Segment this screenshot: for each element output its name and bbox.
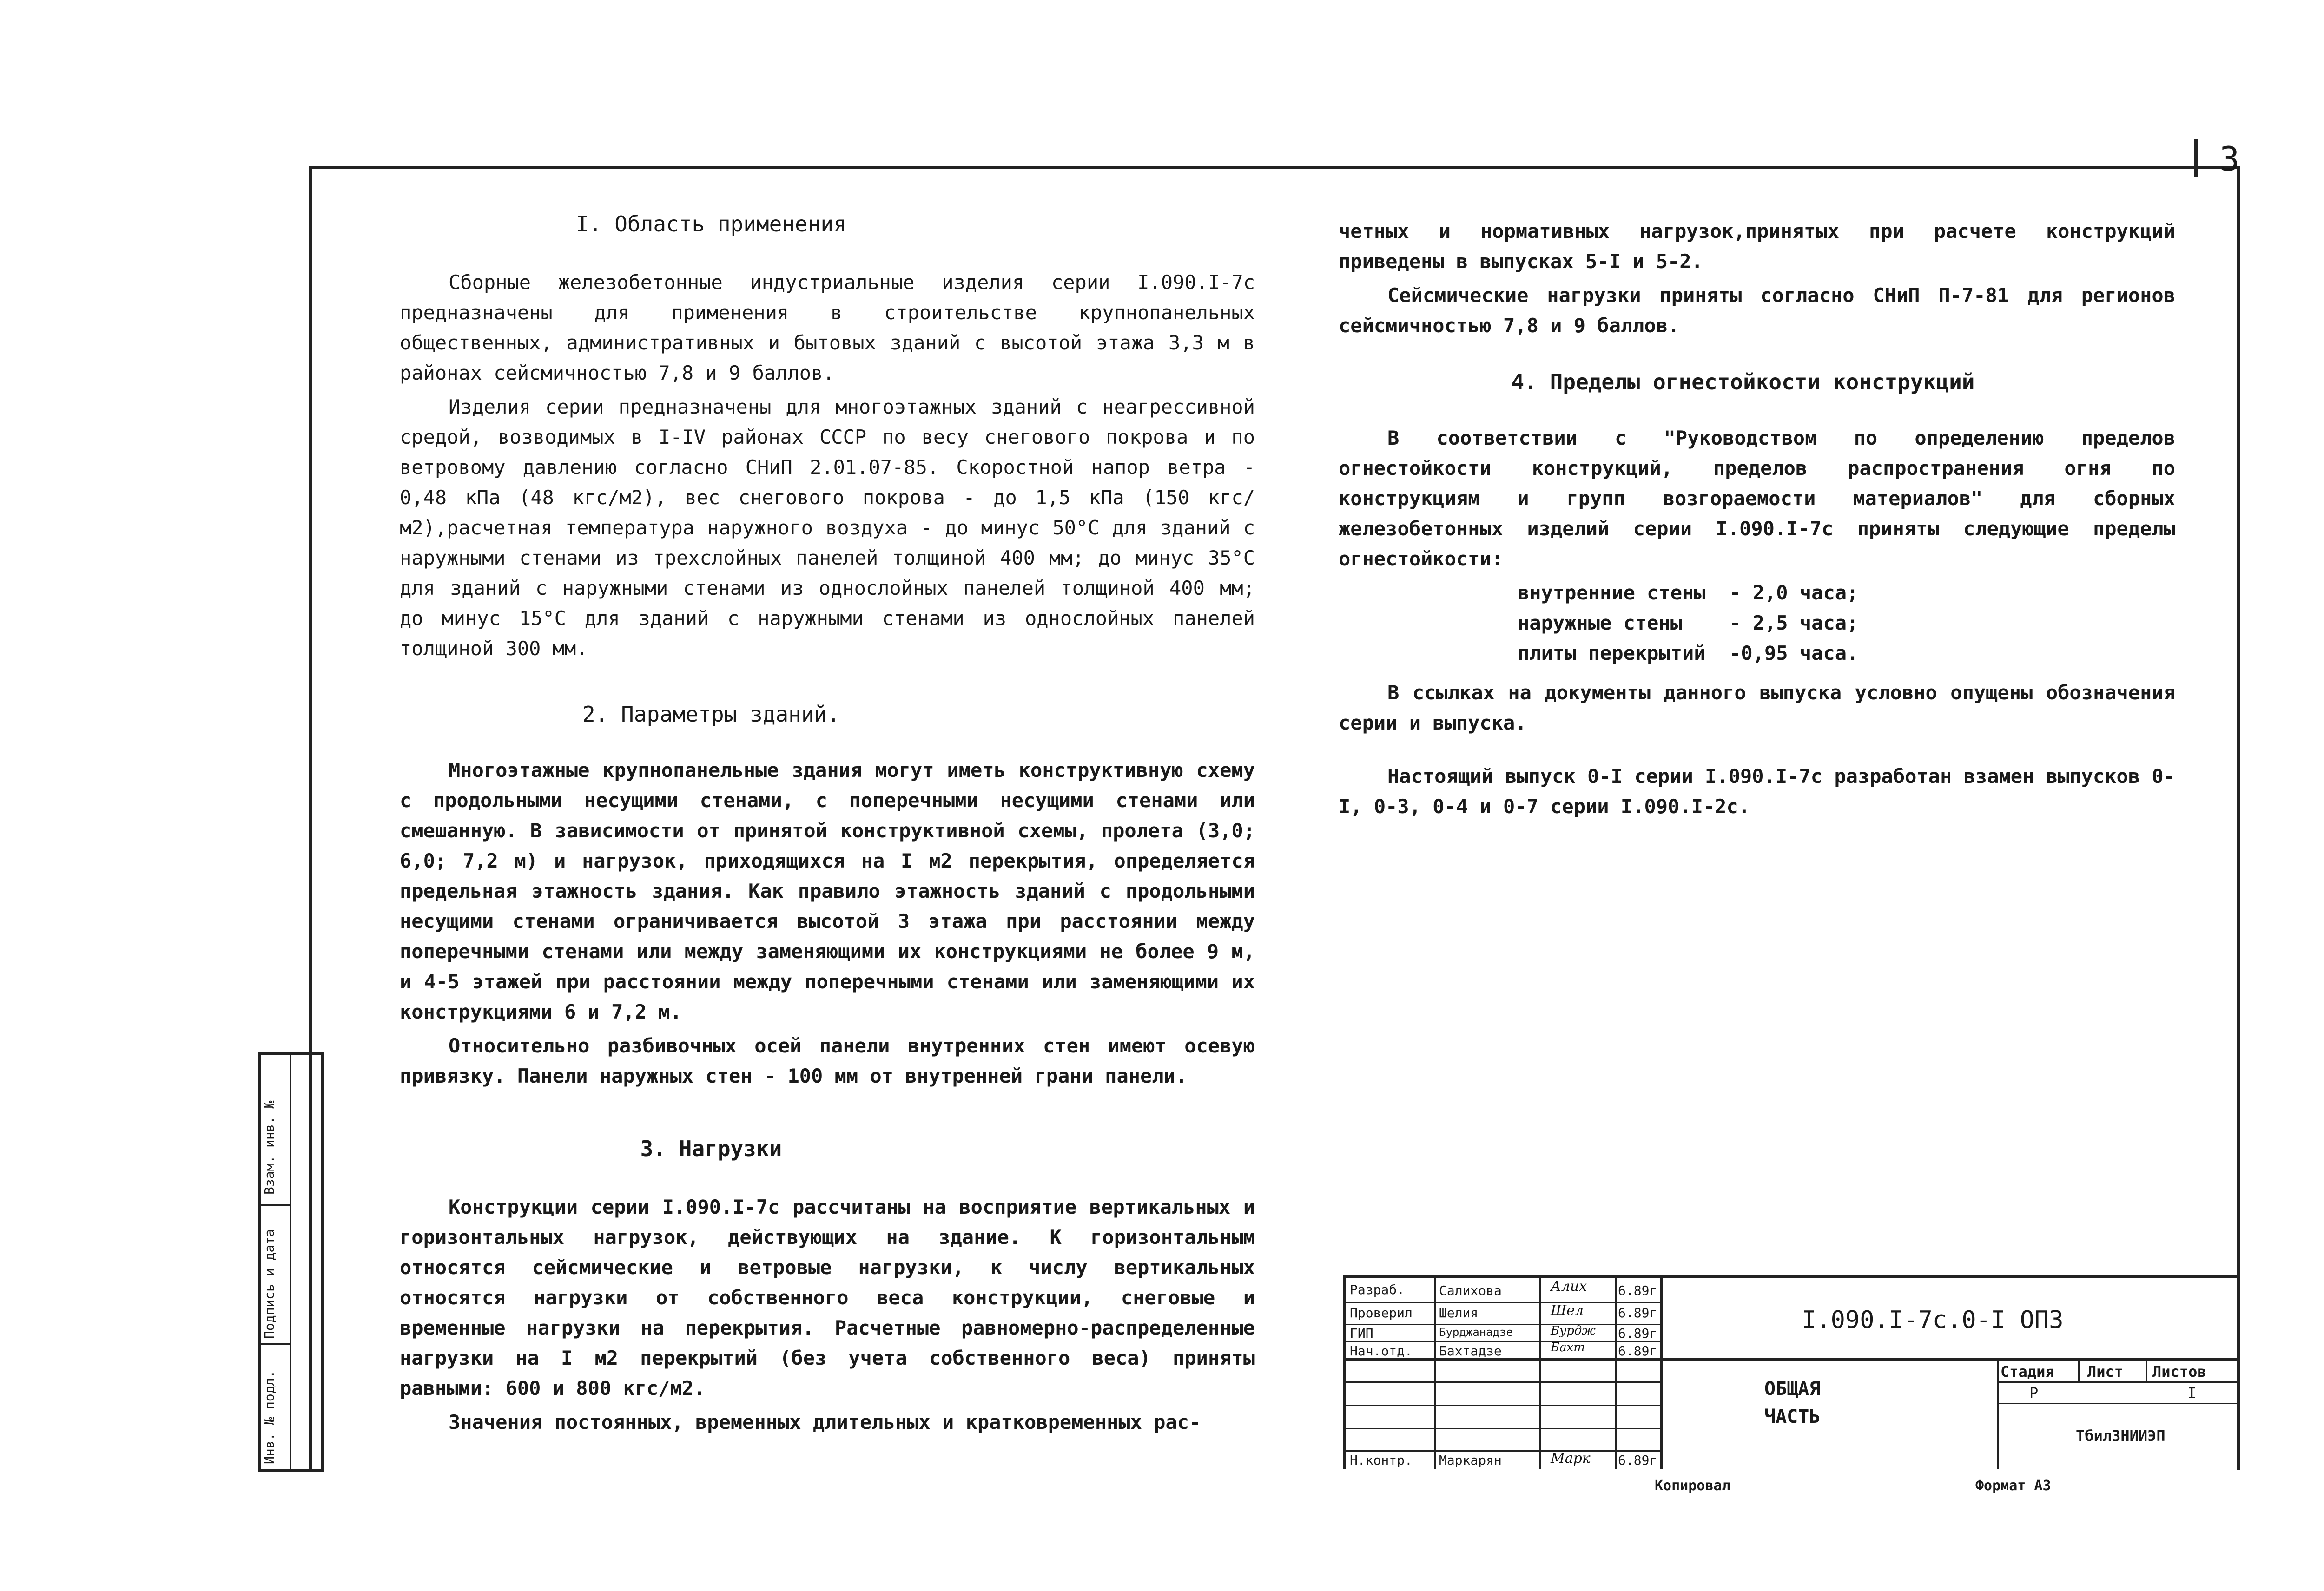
- paragraph: Конструкции серии I.090.I-7с рассчитаны на восприятие вертикальных и горизонтальных нагрузок, действующих на здание. К горизонтальным относятся сейсмические и ветровые нагрузки, к числу вертикальных относятся нагрузки от собственного веса конструкции, снеговые и временные нагрузки на перекрытия. Расчетные равномерно-распределенные нагрузки на I м2 перекрытий (без учета собственного веса) приняты равными: 600 и 800 кгс/м2.: [400, 1196, 1255, 1400]
- signature: Бахт: [1551, 1341, 1585, 1354]
- divider: [1346, 1381, 1660, 1383]
- sheet-header: Лист: [2087, 1363, 2124, 1381]
- organization-name: ТбилЗНИИЭП: [2076, 1427, 2166, 1445]
- side-cell: [261, 1343, 290, 1467]
- role-label: Нач.отд.: [1350, 1343, 1413, 1359]
- section-1-body: [400, 267, 1255, 667]
- side-label: Инв. № подл.: [262, 1370, 277, 1464]
- divider: [1346, 1405, 1660, 1406]
- side-stamp: [258, 1052, 324, 1472]
- divider: [1346, 1428, 1660, 1429]
- signature: Шел: [1551, 1302, 1584, 1319]
- section-4-heading: 4. Пределы огнестойкости конструкций: [1511, 369, 1975, 394]
- page-mark: [2194, 139, 2198, 177]
- paragraph: Изделия серии предназначены для многоэтажных зданий с неагрессивной средой, возводимых в I-IV районах СССР по весу снегового покрова и по ветровому давлению согласно СНиП 2.01.07-85. Скоростной напор ветра - 0,48 кПа (48 кгс/м2), вес снегового покрова - до 1,5 кПа (150 кгс/м2),расчетная температура наружного воздуха - до минус 50°С для зданий с наружными стенами из трехслойных панелей толщиной 400 мм; до минус 35°С для зданий с наружными стенами из однослойных панелей толщиной 400 мм; до минус 15°С для зданий с наружными стенами из однослойных панелей толщиной 300 мм.: [400, 395, 1255, 660]
- signature: Алих: [1551, 1278, 1587, 1295]
- date-label: 6.89г: [1618, 1326, 1657, 1341]
- side-cell: [261, 1055, 290, 1206]
- role-label: ГИП: [1350, 1326, 1373, 1341]
- role-label: Разраб.: [1350, 1282, 1405, 1297]
- paragraph: Сейсмические нагрузки приняты согласно СНиП П-7-81 для регионов сейсмичностью 7,8 и 9 баллов.: [1339, 284, 2175, 337]
- divider: [1997, 1358, 1999, 1469]
- copied-label: Копировал: [1655, 1478, 1730, 1494]
- section-3-heading: 3. Нагрузки: [640, 1136, 782, 1161]
- name-label: Салихова: [1439, 1283, 1502, 1298]
- name-label: Бахтадзе: [1439, 1343, 1502, 1359]
- list-item: плиты перекрытий -0,95 часа.: [1518, 642, 1859, 664]
- paragraph: Многоэтажные крупнопанельные здания могут иметь конструктивную схему с продольными несущими стенами, с поперечными несущими стенами или смешанную. В зависимости от принятой конструктивной схемы, пролета (3,0; 6,0; 7,2 м) и нагрузок, приходящихся на I м2 перекрытия, определяется предельная этажность здания. Как правило этажность зданий с продольными несущими стенами ограничивается высотой 3 этажа при расстоянии между поперечными стенами или между заменяющими их конструкциями не более 9 м, и 4-5 этажей при расстоянии между поперечными стенами или заменяющими их конструкциями 6 и 7,2 м.: [400, 759, 1255, 1023]
- section-4-body: [1339, 423, 2175, 825]
- list-item: внутренние стены - 2,0 часа;: [1518, 581, 1859, 604]
- title-block: [1343, 1275, 2238, 1469]
- stage-value: Р: [2029, 1384, 2039, 1402]
- sheets-header: Листов: [2152, 1363, 2206, 1381]
- date-label: 6.89г: [1618, 1343, 1657, 1359]
- section-3-body: [400, 1192, 1255, 1441]
- section-2-body: [400, 755, 1255, 1095]
- divider: [1615, 1278, 1617, 1469]
- divider: [1346, 1324, 1660, 1325]
- paragraph: четных и нормативных нагрузок,принятых при расчете конструкций приведены в выпусках 5-I и 5-2.: [1339, 220, 2175, 273]
- paragraph: В ссылках на документы данного выпуска условно опущены обозначения серии и выпуска.: [1339, 681, 2175, 734]
- date-label: 6.89г: [1618, 1453, 1657, 1468]
- stage-header: Стадия: [2000, 1363, 2054, 1381]
- divider: [1346, 1450, 1660, 1452]
- list-item: наружные стены - 2,5 часа;: [1518, 611, 1859, 634]
- date-label: 6.89г: [1618, 1305, 1657, 1321]
- continuation-text: [1339, 216, 2175, 344]
- paragraph: Настоящий выпуск 0-I серии I.090.I-7с разработан взамен выпусков 0-I, 0-3, 0-4 и 0-7 серии I.090.I-2с.: [1339, 765, 2175, 818]
- side-label: Взам. инв. №: [262, 1100, 277, 1195]
- signature: Бурдж: [1551, 1324, 1596, 1338]
- paragraph: В соответствии с "Руководством по определению пределов огнестойкости конструкций, пределов распространения огня по конструкциям и групп возгораемости материалов" для сборных железобетонных изделий серии I.090.I-7с приняты следующие пределы огнестойкости:: [1339, 427, 2175, 570]
- paragraph: Значения постоянных, временных длительных и кратковременных рас-: [449, 1411, 1201, 1433]
- side-stamp-label-column: [261, 1055, 291, 1469]
- divider: [1346, 1341, 1660, 1342]
- sheets-value: I: [2187, 1384, 2197, 1402]
- document-code: I.090.I-7с.0-I ОПЗ: [1802, 1306, 2064, 1334]
- name-label: Шелия: [1439, 1305, 1479, 1321]
- date-label: 6.89г: [1618, 1283, 1657, 1298]
- section-2-heading: 2. Параметры зданий.: [582, 702, 840, 727]
- divider: [2146, 1358, 2147, 1381]
- name-label: Маркарян: [1439, 1453, 1502, 1468]
- signature: Марк: [1551, 1450, 1591, 1466]
- name-label: Бурджанадзе: [1439, 1326, 1513, 1339]
- format-label: Формат А3: [1975, 1478, 2051, 1494]
- divider: [1346, 1302, 1660, 1303]
- role-label: Проверил: [1350, 1305, 1413, 1321]
- paragraph: Относительно разбивочных осей панели внутренних стен имеют осевую привязку. Панели наружных стен - 100 мм от внутренней грани панели.: [400, 1034, 1255, 1087]
- divider: [1660, 1278, 1663, 1469]
- sheet-title-line1: ОБЩАЯ: [1764, 1378, 1821, 1400]
- side-cell: [261, 1204, 290, 1345]
- section-1-heading: I. Область применения: [576, 211, 846, 237]
- divider: [1434, 1278, 1436, 1469]
- divider: [2078, 1358, 2080, 1381]
- sheet-title-line2: ЧАСТЬ: [1764, 1406, 1821, 1427]
- page-number: 3: [2219, 139, 2240, 178]
- paragraph: Сборные железобетонные индустриальные изделия серии I.090.I-7с предназначены для применения в строительстве крупнопанельных общественных, административных и бытовых зданий с высотой этажа 3,3 м в районах сейсмичностью 7,8 и 9 баллов.: [400, 271, 1255, 384]
- divider: [1997, 1403, 2238, 1404]
- divider: [1539, 1278, 1541, 1469]
- divider: [1997, 1381, 2238, 1383]
- role-label: Н.контр.: [1350, 1453, 1413, 1468]
- side-label: Подпись и дата: [262, 1229, 277, 1339]
